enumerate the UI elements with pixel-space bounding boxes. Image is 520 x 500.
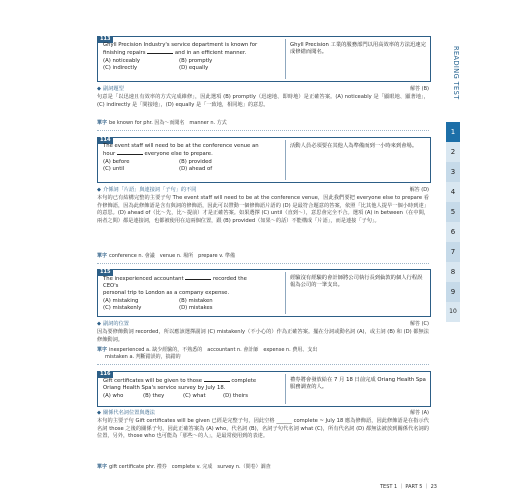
option-a[interactable]: (A) before — [103, 159, 130, 165]
question-line: Gift certificates will be given to those — [103, 378, 202, 384]
answer-label: 解答 (D) — [409, 187, 429, 193]
answer-label: 解答 (B) — [410, 86, 429, 92]
vocab-line — [97, 347, 429, 361]
answer-label: 解答 (A) — [410, 410, 429, 416]
vocab-tag: 單字 — [97, 347, 108, 353]
option-c[interactable]: (C) indirectly — [103, 65, 138, 71]
explanation-title: 介係詞「片語」與連接詞「子句」的不同 — [103, 187, 197, 193]
vocab-line — [97, 464, 429, 471]
question-chinese: 禮券將會發放給在 7 月 18 日前完成 Oriang Health Spa 服務調查的人。 — [290, 377, 426, 390]
vocab-tag: 單字 — [97, 464, 108, 470]
explanation-text: 本句的主要子句 Gift certificates will be given 已經是完整子句，因此空格 ______ complete ~ July 18 應為修飾語，因此修飾語是在指示代名詞 those 之後的關係子句，因此正確答案為 (A) who，代名詞 (B)，名詞子句代名詞 what (C)，所有代名詞 (D) 都無法被放到關係代名詞的位置，另外，those who 也可能為「那些～的人」，是最常使用到的表達。 — [97, 418, 429, 440]
explanation-header — [97, 321, 429, 328]
question-line: Ghyll Precision Industry's service department is known for — [103, 42, 258, 48]
question-english — [103, 275, 261, 312]
vocab-line — [97, 120, 429, 127]
vocab-text: be known for phr. 因為～而聞名 manner n. 方式 — [109, 120, 227, 126]
question-chinese: Ghyll Precision 工業的服務部門以用高效率的方法迅速完成修繕而聞名。 — [290, 42, 426, 55]
tab-1[interactable]: 1 — [446, 122, 460, 142]
tab-3[interactable]: 3 — [446, 162, 460, 182]
question-english — [103, 143, 261, 173]
question-english — [103, 377, 261, 400]
question-115-box — [97, 269, 431, 317]
question-chinese: 活動人員必須要在其他人為準備而到一小時來到會場。 — [290, 143, 418, 149]
option-b[interactable]: (B) they — [143, 393, 165, 399]
tab-10[interactable]: 10 — [446, 302, 460, 322]
question-line: complete — [231, 378, 257, 384]
tab-9[interactable]: 9 — [446, 282, 460, 302]
vocab-text: gift certificate phr. 禮券 complete v. 完成 survey n.（問卷）調查 — [109, 464, 271, 470]
question-line: personal trip to London as a company expense. — [103, 290, 230, 296]
question-line: recorded the CEO's — [103, 276, 247, 289]
question-line: hour — [103, 151, 116, 157]
option-d[interactable]: (D) mistakes — [179, 305, 213, 311]
vocab-text: mistaken a. 判斷錯誤的，搞錯的 — [105, 354, 181, 360]
question-113-box — [97, 36, 431, 82]
answer-blank — [117, 150, 143, 155]
lightbulb-icon: ◆ — [97, 187, 101, 193]
divider — [285, 140, 286, 180]
question-number: 115 — [97, 269, 113, 276]
option-b[interactable]: (B) promptly — [179, 58, 213, 64]
answer-options — [103, 159, 261, 173]
explanation-text: 因為要修飾動詞 recorded，所以應該選擇副詞 (C) mistakenly（不小心的）作為正確答案。擺在分詞或動名詞 (A)，或主詞 (B) 和 (D) 都無法修飾動詞。 — [97, 329, 429, 343]
question-line: finishing repairs — [103, 50, 146, 56]
separator — [97, 364, 429, 365]
option-c[interactable]: (C) what — [183, 393, 206, 399]
divider — [285, 39, 286, 79]
tab-8[interactable]: 8 — [446, 262, 460, 282]
option-a[interactable]: (A) who — [103, 393, 124, 399]
answer-options — [103, 58, 261, 72]
option-d[interactable]: (D) ahead of — [179, 166, 213, 172]
tab-5[interactable]: 5 — [446, 202, 460, 222]
option-c[interactable]: (C) until — [103, 166, 125, 172]
vocab-text: conference n. 會議 venue n. 場所 prepare v. 準備 — [109, 253, 235, 259]
explanation-header — [97, 86, 429, 93]
answer-blank — [147, 49, 173, 54]
question-line: everyone else to prepare. — [144, 151, 213, 157]
tab-2[interactable]: 2 — [446, 142, 460, 162]
question-line: The event staff will need to be at the conference venue an — [103, 143, 259, 149]
option-b[interactable]: (B) provided — [179, 159, 212, 165]
vocab-tag: 單字 — [97, 120, 108, 126]
answer-label: 解答 (C) — [410, 321, 429, 327]
separator — [97, 130, 429, 131]
divider — [285, 272, 286, 314]
page-footer: TEST 1 ｜ PART 5 ｜ 23 — [380, 484, 437, 490]
option-a[interactable]: (A) mistaking — [103, 298, 139, 304]
explanation-header — [97, 187, 429, 194]
option-d[interactable]: (D) theirs — [223, 393, 248, 399]
vocab-tag: 單字 — [97, 253, 108, 259]
question-line: The inexperienced accountant — [103, 276, 184, 282]
question-number: 113 — [97, 36, 113, 43]
explanation-title: 副詞題型 — [103, 86, 124, 92]
answer-blank — [204, 377, 230, 382]
answer-blank — [185, 275, 211, 280]
tab-6[interactable]: 6 — [446, 222, 460, 242]
answer-options — [103, 298, 261, 312]
option-a[interactable]: (A) noticeably — [103, 58, 140, 64]
explanation-title: 關係代名詞位置與選法 — [103, 410, 155, 416]
question-english — [103, 42, 261, 72]
question-number: 116 — [97, 371, 113, 378]
option-c[interactable]: (C) mistakenly — [103, 305, 142, 311]
option-d[interactable]: (D) equally — [179, 65, 209, 71]
lightbulb-icon: ◆ — [97, 86, 101, 92]
divider — [285, 374, 286, 404]
answer-options — [103, 393, 261, 400]
explanation-text: 本句的已有結構完整的主要子句 The event staff will need to be at the conference venue，因此我們要把 everyone else to prepare 看作修飾語，因為此修飾語是含有與詞的修飾語，因此可以帶動一個修飾語片語的 (D) 是最符合題意的答案，依照「比其他人提早一個小時到達」的意思。(D) ahead of（比～先，比～提前）才是正確答案。如果選擇 (C) until（直到～），意思會完全不合。選項 (A) in between（在中間，兩者之間）都是連接詞，也都被使用在這兩個位置，跟 (B) provided（如果～的話）不能構成「片語」，而是連接「子句」。 — [97, 195, 429, 224]
tab-4[interactable]: 4 — [446, 182, 460, 202]
question-line: Oriang Health Spa's service survey by July 18. — [103, 385, 226, 391]
tab-7[interactable]: 7 — [446, 242, 460, 262]
separator — [97, 263, 429, 264]
explanation-title: 副詞的位置 — [103, 321, 129, 327]
question-114-box — [97, 137, 431, 183]
lightbulb-icon: ◆ — [97, 410, 101, 416]
question-chinese: 經驗沒有經驗的會計師將公司執行長到倫敦的個人行程誤報為公司的一筆支出。 — [290, 275, 423, 288]
explanation-text: 句意是「以迅速且有效率的方式完成維修」，因此選項 (B) promptly（迅速地、即時地）是正確答案。(A) noticeably 是「顯眼地、顯著地」，(C) indirectly 是「間接地」，(D) equally 是「一致地，相同地」的意思。 — [97, 94, 429, 108]
lightbulb-icon: ◆ — [97, 321, 101, 327]
question-line: and in an efficient manner. — [174, 50, 247, 56]
explanation-header — [97, 410, 429, 417]
question-number: 114 — [97, 137, 113, 144]
reading-test-label: READING TEST — [452, 46, 460, 100]
vocab-line — [97, 253, 429, 260]
vocab-text: inexperienced a. 缺少經驗的，不熟悉的 accountant n. 會計師 expense n. 費用、支出 — [109, 347, 318, 353]
page-content — [97, 36, 429, 476]
question-116-box — [97, 371, 431, 407]
option-b[interactable]: (B) mistaken — [179, 298, 213, 304]
